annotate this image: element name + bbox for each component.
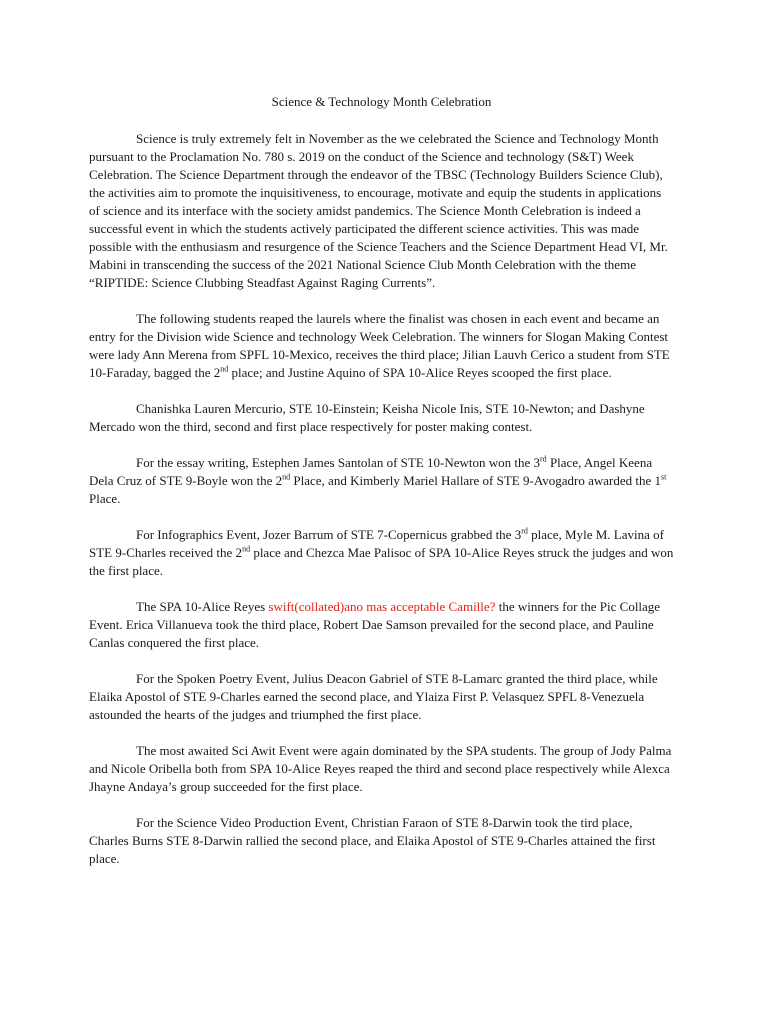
text-run: Place, and Kimberly Mariel Hallare of STE 9-Avogadro awarded the 1 <box>290 473 662 488</box>
ordinal-suffix: st <box>661 472 667 482</box>
ordinal-suffix: rd <box>540 454 547 464</box>
paragraph-poster-winners: Chanishka Lauren Mercurio, STE 10-Einstein; Keisha Nicole Inis, STE 10-Newton; and Dashyne Mercado won the third, second and first place respectively for poster making contest. <box>89 401 645 434</box>
paragraph-slogan-winners <box>89 310 674 382</box>
paragraph-spoken-poetry-winners: For the Spoken Poetry Event, Julius Deacon Gabriel of STE 8-Lamarc granted the third place, while Elaika Apostol of STE 9-Charles earned the second place, and Ylaiza First P. Velasquez SPFL 8-Venezuela astounded the hearts of the judges and triumphed the first place. <box>89 671 658 722</box>
paragraph-sci-awit-winners: The most awaited Sci Awit Event were again dominated by the SPA students. The group of Jody Palma and Nicole Oribella both from SPA 10-Alice Reyes reaped the third and second place respectively while Alexca Jhayne Andaya’s group succeeded for the first place. <box>89 743 672 794</box>
text-run: place and Chezca Mae Palisoc of SPA 10-Alice Reyes struck the judges and won the first place. <box>89 545 674 578</box>
text-run: For Infographics Event, Jozer Barrum of STE 7-Copernicus grabbed the 3 <box>136 527 522 542</box>
paragraph-essay-winners <box>89 454 674 508</box>
paragraph-video-production-winners: For the Science Video Production Event, Christian Faraon of STE 8-Darwin took the tird place, Charles Burns STE 8-Darwin rallied the second place, and Elaika Apostol of STE 9-Charles attained the first place. <box>89 815 656 866</box>
paragraph-pic-collage-winners <box>89 598 674 652</box>
text-run: the winners for the Pic Collage Event. Erica Villanueva took the third place, Robert Dae Samson prevailed for the second place, and Pauline Canlas conquered the first place. <box>89 599 661 650</box>
ordinal-suffix: nd <box>220 364 229 374</box>
text-run: The following students reaped the laurels where the finalist was chosen in each event and became an entry for the Division wide Science and technology Week Celebration. The winners for Slogan Making Contest were lady Ann Merena from SPFL 10-Mexico, receives the third place; Jilian Lauvh Cerico a student from STE 10-Faraday, bagged the 2 <box>89 311 670 380</box>
text-run: place, Myle M. Lavina of STE 9-Charles received the 2 <box>89 527 664 560</box>
text-run: Place, Angel Keena Dela Cruz of STE 9-Boyle won the 2 <box>89 455 653 488</box>
paragraph-intro: Science is truly extremely felt in November as the we celebrated the Science and Technology Month pursuant to the Proclamation No. 780 s. 2019 on the conduct of the Science and technology (S&T) Week Celebration. The Science Department through the endeavor of the TBSC (Technology Builders Science Club), the activities aim to promote the inquisitiveness, to encourage, motivate and equip the students in applications of science and its interface with the society amidst pandemics. The Science Month Celebration is indeed a successful event in which the students actively participated the different science activities. This was made possible with the enthusiasm and resurgence of the Science Teachers and the Science Department Head VI, Mr. Mabini in transcending the success of the 2021 National Science Club Month Celebration with the theme “RIPTIDE: Science Clubbing Steadfast Against Raging Currents”. <box>89 131 668 290</box>
ordinal-suffix: nd <box>242 544 251 554</box>
document-body <box>89 93 674 886</box>
text-run: Place. <box>89 491 121 506</box>
paragraph-infographics-winners <box>89 526 674 580</box>
document-title: Science & Technology Month Celebration <box>271 94 492 109</box>
highlighted-comment-text: swift(collated)ano mas acceptable Camille? <box>268 599 496 614</box>
text-run: For the essay writing, Estephen James Santolan of STE 10-Newton won the 3 <box>136 455 541 470</box>
text-run: place; and Justine Aquino of SPA 10-Alice Reyes scooped the first place. <box>228 365 612 380</box>
text-run: The SPA 10-Alice Reyes <box>136 599 269 614</box>
ordinal-suffix: rd <box>521 526 528 536</box>
ordinal-suffix: nd <box>282 472 291 482</box>
